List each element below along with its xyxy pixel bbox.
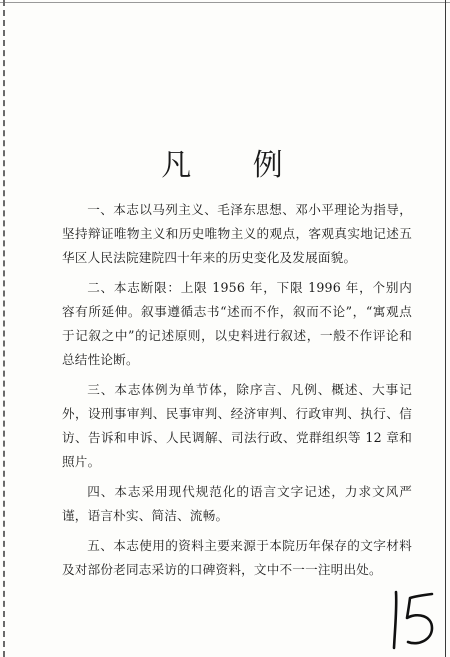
page-title: 凡 例	[161, 148, 309, 183]
paragraph-5: 五、本志使用的资料主要来源于本院历年保存的文字材料及对部份老同志采访的口碑资料，文中不一一注明出处。	[62, 538, 412, 577]
paragraph-2: 二、本志断限：上限 1956 年，下限 1996 年，个别内容有所延伸。叙事遵循志书“述而不作，叙而不论”，“寓观点于记叙之中”的记述原则，以史料进行叙述，一般不作评论和总结性论断。	[62, 280, 412, 367]
paragraph-1: 一、本志以马列主义、毛泽东思想、邓小平理论为指导，坚持辩证唯物主义和历史唯物主义的观点，客观真实地记述五华区人民法院建院四十年来的历史变化及发展面貌。	[62, 202, 412, 265]
handwritten-page-number	[388, 588, 444, 652]
right-edge-rule	[445, 0, 446, 657]
body-text	[62, 198, 412, 588]
paragraph-3: 三、本志体例为单节体，除序言、凡例、概述、大事记外，设刑事审判、民事审判、经济审判、行政审判、执行、信访、告诉和申诉、人民调解、司法行政、党群组织等 12 章和照片。	[62, 382, 412, 469]
paragraph-4: 四、本志采用现代规范化的语言文字记述，力求文风严谨，语言朴实、简洁、流畅。	[62, 484, 412, 523]
top-edge-rule	[0, 2, 450, 3]
binding-edge	[3, 0, 5, 657]
